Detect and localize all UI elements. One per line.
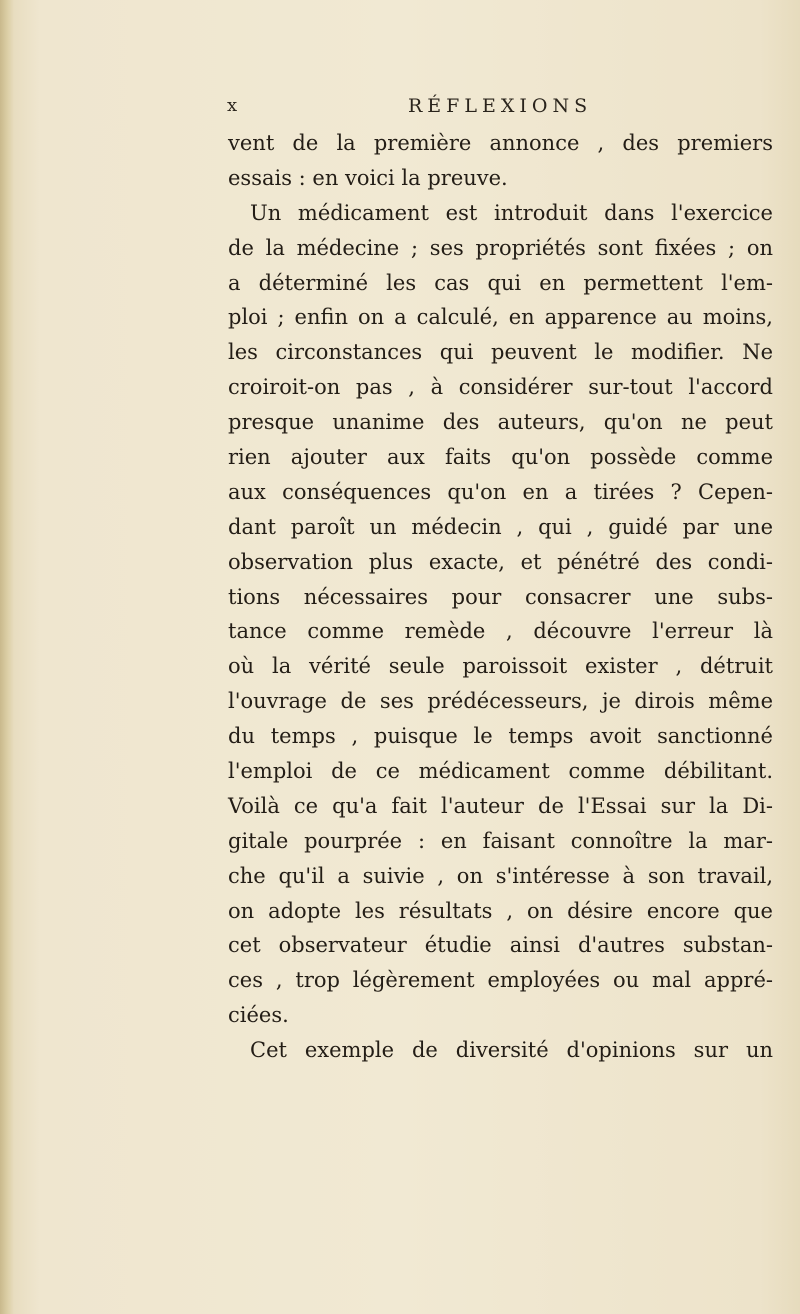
text-line: Un médicament est introduit dans l'exercice <box>250 200 773 225</box>
text-line: tance comme remède , découvre l'erreur là <box>228 619 773 644</box>
text-line: ces , trop légèrement employées ou mal appré- <box>228 968 773 993</box>
text-line: du temps , puisque le temps avoit sanctionné <box>228 724 773 749</box>
text-line: croiroit-on pas , à considérer sur-tout l'accord <box>228 375 773 400</box>
text-line: presque unanime des auteurs, qu'on ne peut <box>228 410 773 435</box>
text-line: gitale pourprée : en faisant connoître la mar- <box>228 828 773 853</box>
text-line: vent de la première annonce , des premiers <box>228 131 773 155</box>
text-line: rien ajouter aux faits qu'on possède comme <box>228 445 773 470</box>
text-line: les circonstances qui peuvent le modifier. Ne <box>228 340 773 365</box>
text-line: on adopte les résultats , on désire encore que <box>228 898 773 923</box>
text-line: Cet exemple de diversité d'opinions sur un <box>250 1038 773 1063</box>
page-gutter-edge <box>0 0 14 1314</box>
text-line: dant paroît un médecin , qui , guidé par une <box>228 514 773 539</box>
page-number: x <box>227 95 238 116</box>
text-line: de la médecine ; ses propriétés sont fixées ; on <box>228 235 773 260</box>
text-line: où la vérité seule paroissoit exister , détruit <box>228 654 773 679</box>
running-title: RÉFLEXIONS <box>408 95 593 117</box>
text-line: l'emploi de ce médicament comme débilitant. <box>228 759 773 784</box>
text-line: l'ouvrage de ses prédécesseurs, je dirois même <box>228 689 773 714</box>
text-line: a déterminé les cas qui en permettent l'em- <box>228 270 773 295</box>
text-line: aux conséquences qu'on en a tirées ? Cepen- <box>228 479 773 504</box>
text-line: tions nécessaires pour consacrer une subs- <box>228 584 773 609</box>
text-line: essais : en voici la preuve. <box>228 165 508 190</box>
text-line: che qu'il a suivie , on s'intéresse à son travail, <box>228 863 773 888</box>
text-line: observation plus exacte, et pénétré des condi- <box>228 549 773 574</box>
text-line: cet observateur étudie ainsi d'autres substan- <box>228 933 773 958</box>
body-text <box>228 126 773 1068</box>
text-line: ploi ; enfin on a calculé, en apparence au moins, <box>228 305 773 330</box>
text-line: Voilà ce qu'a fait l'auteur de l'Essai sur la Di- <box>228 793 773 818</box>
text-line: ciées. <box>228 1003 289 1028</box>
running-head <box>0 95 800 125</box>
